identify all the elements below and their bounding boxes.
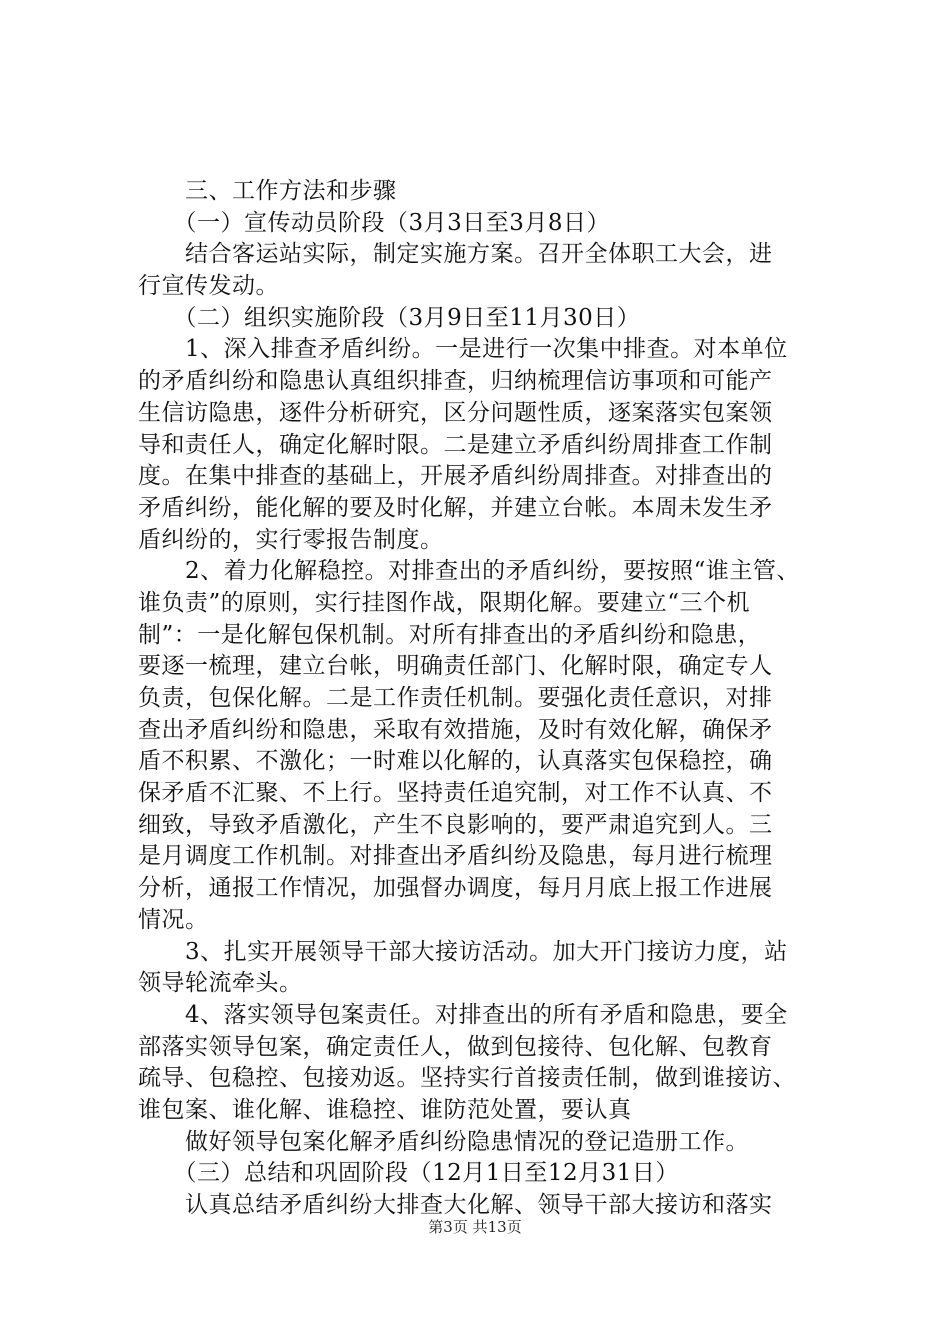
text-line: 3、扎实开展领导干部大接访活动。加大开门接访力度，站 <box>138 938 788 965</box>
text-line: 要逐一梳理，建立台帐，明确责任部门、化解时限，确定专人 <box>138 653 773 680</box>
text-line: 三、工作方法和步骤 <box>138 178 397 204</box>
text-line: （三）总结和巩固阶段（12月1日至12月31日） <box>138 1160 679 1187</box>
text-line: 导和责任人，确定化解时限。二是建立矛盾纠纷周排查工作制 <box>138 431 773 458</box>
text-line: 谁包案、谁化解、谁稳控、谁防范处置，要认真 <box>138 1096 632 1123</box>
text-line: 疏导、包稳控、包接劝返。坚持实行首接责任制，做到谁接访、 <box>138 1065 796 1092</box>
text-line: 盾不积累、不激化；一时难以化解的，认真落实包保稳控，确 <box>138 748 773 775</box>
text-line: 制”：一是化解包保机制。对所有排查出的矛盾纠纷和隐患， <box>138 621 762 648</box>
text-line: 矛盾纠纷，能化解的要及时化解，并建立台帐。本周未发生矛 <box>138 494 773 521</box>
text-line: 领导轮流牵头。 <box>138 970 303 997</box>
text-line: 认真总结矛盾纠纷大排查大化解、领导干部大接访和落实 <box>138 1192 773 1218</box>
text-line: 负责，包保化解。二是工作责任机制。要强化责任意识，对排 <box>138 685 773 711</box>
text-line: 谁负责”的原则，实行挂图作战，限期化解。要建立“三个机 <box>138 589 751 616</box>
text-line: （二）组织实施阶段（3月9日至11月30日） <box>138 304 641 331</box>
text-line: 细致，导致矛盾激化，产生不良影响的，要严肃追究到人。三 <box>138 811 773 838</box>
text-line: 部落实领导包案，确定责任人，做到包接待、包化解、包教育 <box>138 1033 773 1060</box>
text-line: 查出矛盾纠纷和隐患，采取有效措施，及时有效化解，确保矛 <box>138 716 773 743</box>
document-body <box>138 176 838 1222</box>
text-line: 是月调度工作机制。对排查出矛盾纠纷及隐患，每月进行梳理 <box>138 843 773 870</box>
text-line: 生信访隐患，逐件分析研究，区分问题性质，逐案落实包案领 <box>138 399 773 426</box>
text-line: 盾纠纷的，实行零报告制度。 <box>138 526 444 553</box>
text-line: 4、落实领导包案责任。对排查出的所有矛盾和隐患，要全 <box>138 1001 788 1028</box>
text-line: 度。在集中排查的基础上，开展矛盾纠纷周排查。对排查出的 <box>138 463 773 490</box>
page-footer: 第3页 共13页 <box>428 1218 522 1236</box>
text-line: 结合客运站实际，制定实施方案。召开全体职工大会，进 <box>138 241 773 268</box>
text-line: 的矛盾纠纷和隐患认真组织排查，归纳梳理信访事项和可能产 <box>138 368 773 395</box>
text-line: 保矛盾不汇聚、不上行。坚持责任追究制，对工作不认真、不 <box>138 780 773 807</box>
text-line: 情况。 <box>138 906 209 933</box>
text-line: 2、着力化解稳控。对排查出的矛盾纠纷，要按照“谁主管、 <box>138 558 800 585</box>
text-line: （一）宣传动员阶段（3月3日至3月8日） <box>138 209 611 236</box>
text-line: 行宣传发动。 <box>138 273 279 300</box>
text-line: 1、深入排查矛盾纠纷。一是进行一次集中排查。对本单位 <box>138 336 788 363</box>
text-line: 分析，通报工作情况，加强督办调度，每月月底上报工作进展 <box>138 875 773 902</box>
text-line: 做好领导包案化解矛盾纠纷隐患情况的登记造册工作。 <box>138 1128 749 1155</box>
